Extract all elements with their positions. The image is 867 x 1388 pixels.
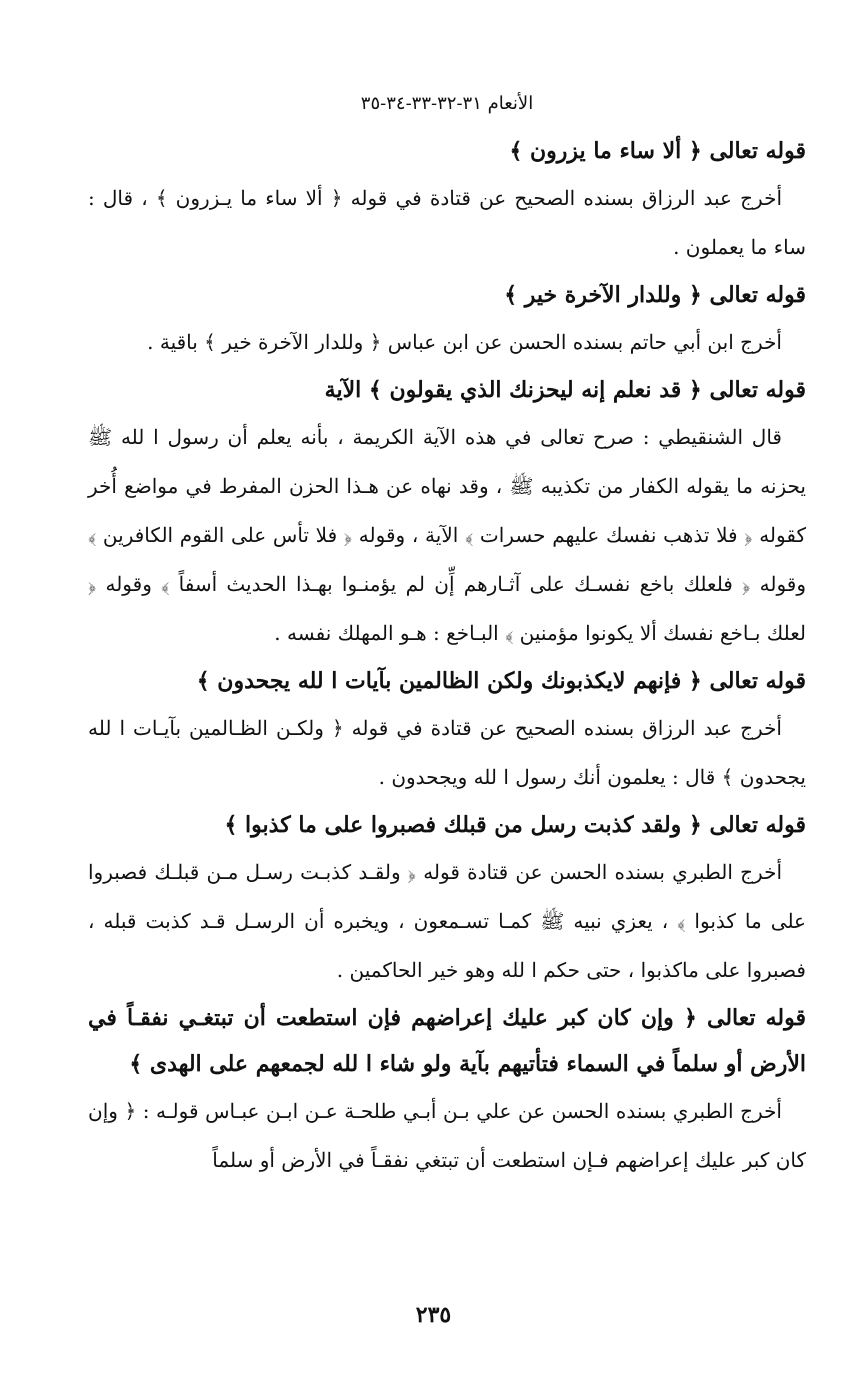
- section-1: [88, 128, 806, 272]
- section-2: [88, 272, 806, 367]
- section-paragraph: قال الشنقيطي : صرح تعالى في هذه الآية الكريمة ، بأنه يعلم أن رسول ا لله ﷺ يحزنه ما يقوله الكفار من تكذيبه ﷺ ، وقد نهاه عن هـذا الحزن المفرط في مواضع أُخر كقوله ﴿ فلا تذهب نفسك عليهم حسرات ﴾ الآية ، وقوله ﴿ فلا تأس على القوم الكافرين ﴾ وقوله ﴿ فلعلك باخع نفسـك على آثـارهم إِّن لم يؤمنـوا بهـذا الحديث أسفاً ﴾ وقوله ﴿ لعلك بـاخع نفسك ألا يكونوا مؤمنين ﴾ البـاخع : هـو المهلك نفسه .: [88, 425, 806, 645]
- section-heading: قوله تعالى ﴿ ألا ساء ما يزرون ﴾: [509, 138, 806, 164]
- page-body: [88, 92, 806, 1185]
- section-6: [88, 995, 806, 1185]
- running-head: الأنعام ٣١-٣٢-٣٣-٣٤-٣٥: [360, 93, 534, 114]
- section-paragraph: أخرج ابن أبي حاتم بسنده الحسن عن ابن عباس ﴿ وللدار الآخرة خير ﴾ باقية .: [147, 330, 782, 354]
- section-paragraph: أخرج عبد الرزاق بسنده الصحيح عن قتادة في قوله ﴿ ألا ساء ما يـزرون ﴾ ، قال : ساء ما يعملون .: [88, 186, 806, 259]
- section-heading: قوله تعالى ﴿ وللدار الآخرة خير ﴾: [504, 282, 806, 308]
- section-paragraph: أخرج الطبري بسنده الحسن عن علي بـن أبـي طلحـة عـن ابـن عبـاس قولـه : ﴿ وإن كان كبر عليك إعراضهم فـإن استطعت أن تبتغي نفقـاً في الأرض أو سلماً: [88, 1099, 806, 1172]
- page-number: ٢٣٥: [415, 1302, 452, 1328]
- section-4: [88, 658, 806, 802]
- section-paragraph: أخرج عبد الرزاق بسنده الصحيح عن قتادة في قوله ﴿ ولكـن الظـالمين بآيـات ا لله يجحدون ﴾ قال : يعلمون أنك رسول ا لله ويجحدون .: [88, 716, 806, 789]
- section-paragraph: أخرج الطبري بسنده الحسن عن قتادة قوله ﴿ ولقـد كذبـت رسـل مـن قبلـك فصبروا على ما كذبوا ﴾ ، يعزي نبيه ﷺ كمـا تسـمعون ، ويخبره أن الرسـل قـد كذبت قبله ، فصبروا على ماكذبوا ، حتى حكم ا لله وهو خير الحاكمين .: [88, 860, 806, 982]
- section-heading: قوله تعالى ﴿ فإنهم لايكذبونك ولكن الظالمين بآيات ا لله يجحدون ﴾: [196, 668, 806, 694]
- section-heading: قوله تعالى ﴿ ولقد كذبت رسل من قبلك فصبروا على ما كذبوا ﴾: [224, 812, 806, 838]
- section-heading: قوله تعالى ﴿ قد نعلم إنه ليحزنك الذي يقولون ﴾ الآية: [324, 377, 806, 403]
- section-3: [88, 367, 806, 658]
- section-heading: قوله تعالى ﴿ وإن كان كبر عليك إعراضهم فإن استطعت أن تبتغـي نفقـاً في الأرض أو سلماً في السماء فتأتيهم بآية ولو شاء ا لله لجمعهم على الهدى ﴾: [88, 1005, 806, 1077]
- section-5: [88, 802, 806, 995]
